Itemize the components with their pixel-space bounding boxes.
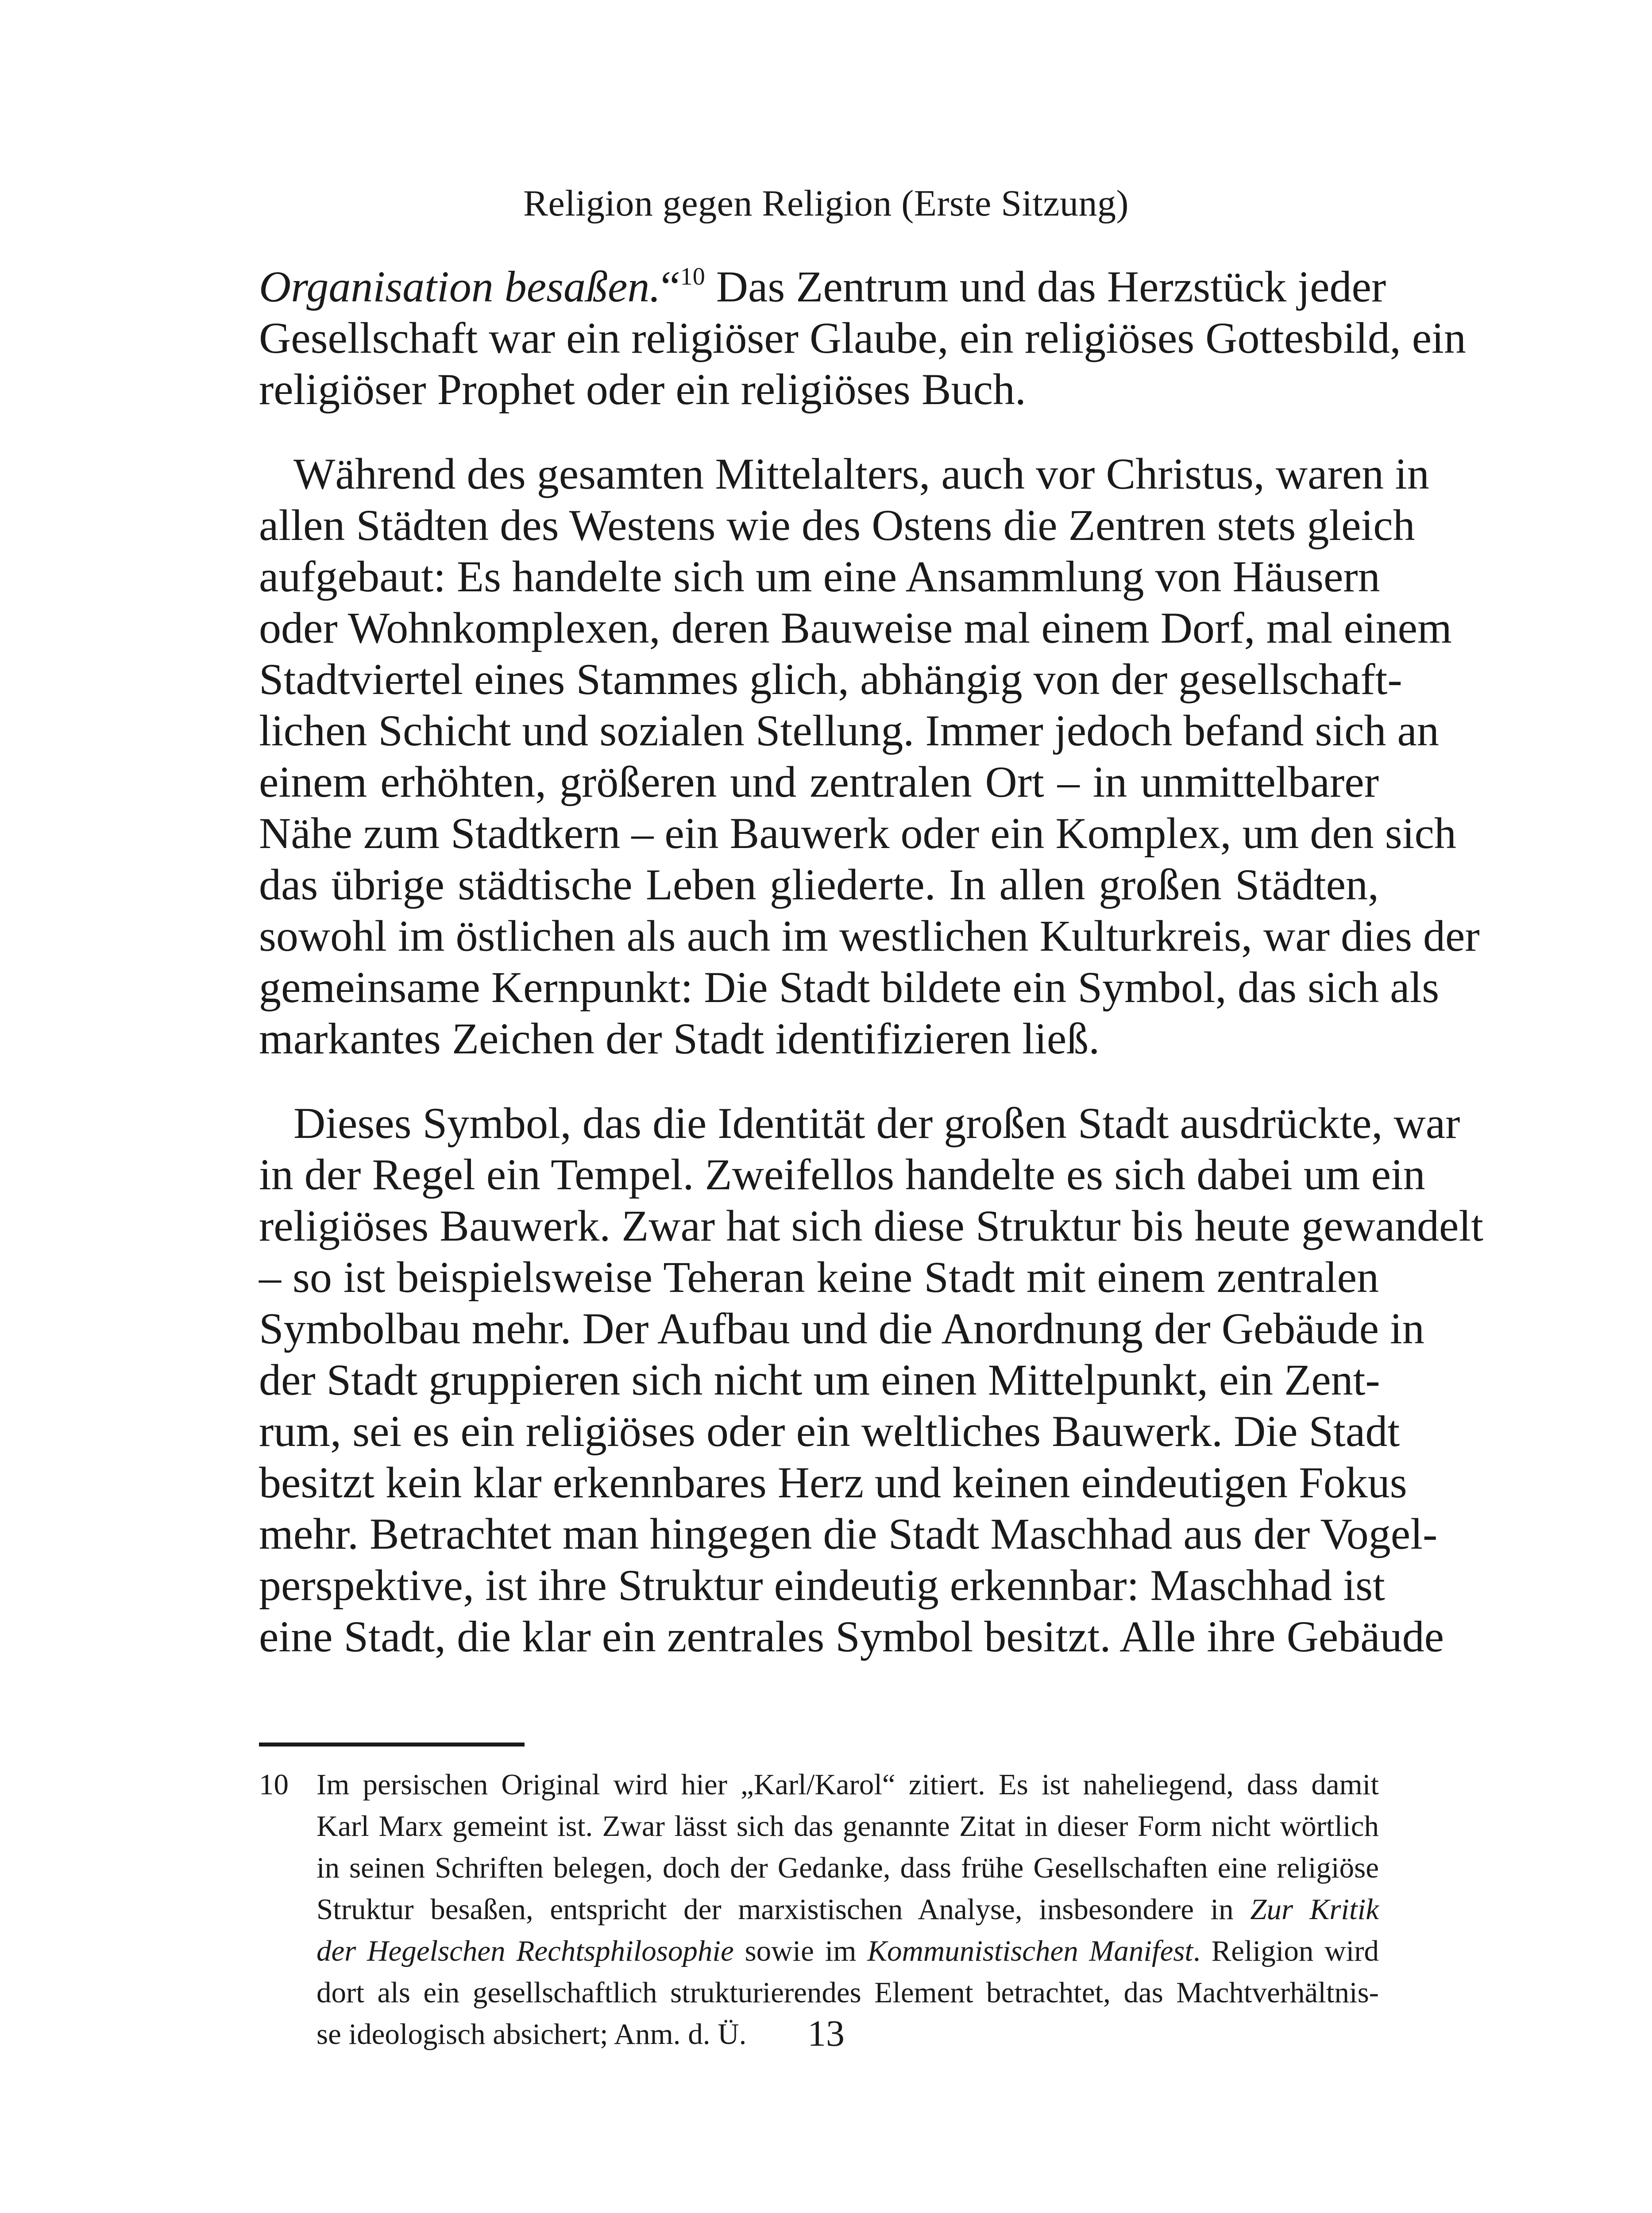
italic-title: Zur Kritik [1250, 1893, 1379, 1926]
footnote-line [317, 1889, 1379, 1930]
footnote-line: Karl Marx gemeint ist. Zwar lässt sich das genannte Zitat in dieser Form nicht wörtlich [317, 1810, 1379, 1843]
running-head: Religion gegen Religion (Erste Sitzung) [523, 183, 1129, 224]
footnote-line: dort als ein gesellschaftlich strukturierendes Element betrachtet, das Machtverhältnis- [317, 1976, 1379, 2009]
italic-title: Kommunistischen Manifest [867, 1935, 1193, 1967]
text-line: das übrige städtische Leben gliederte. In allen großen Städten, [259, 860, 1379, 909]
text-line: aufgebaut: Es handelte sich um eine Ansammlung von Häusern [259, 552, 1380, 601]
footnote-line: se ideologisch absichert; Anm. d. Ü. [317, 2018, 747, 2051]
text-line: eine Stadt, die klar ein zentrales Symbol besitzt. Alle ihre Gebäude [259, 1612, 1444, 1661]
text-line: Dieses Symbol, das die Identität der großen Stadt ausdrückte, war [293, 1099, 1460, 1148]
footnote-number: 10 [259, 1768, 289, 1801]
italic-text: Organisation besaßen. [259, 262, 661, 311]
text-line: rum, sei es ein religiöses oder ein weltliches Bauwerk. Die Stadt [259, 1407, 1400, 1456]
text-line [259, 261, 1386, 312]
text-line: perspektive, ist ihre Struktur eindeutig erkennbar: Maschhad ist [259, 1561, 1385, 1610]
footnote-line [317, 1930, 1379, 1972]
text-line: mehr. Betrachtet man hingegen die Stadt Maschhad aus der Vogel- [259, 1509, 1438, 1558]
italic-title: der Hegelschen Rechtsphilosophie [317, 1935, 734, 1967]
footnote-text: Struktur besaßen, entspricht der marxistischen Analyse, insbesondere in [317, 1893, 1251, 1926]
text-line: – so ist beispielsweise Teheran keine Stadt mit einem zentralen [259, 1253, 1379, 1302]
footnote-text: sowie im [733, 1935, 868, 1967]
text-line: besitzt kein klar erkennbares Herz und keinen eindeutigen Fokus [259, 1458, 1407, 1507]
text-line: einem erhöhten, größeren und zentralen Ort – in unmittelbarer [259, 757, 1379, 806]
text-line: Während des gesamten Mittelalters, auch vor Christus, waren in [293, 449, 1429, 498]
footnote-line: in seinen Schriften belegen, doch der Gedanke, dass frühe Gesellschaften eine religiöse [317, 1851, 1379, 1884]
text-line: Stadtviertel eines Stammes glich, abhängig von der gesellschaft- [259, 655, 1402, 704]
text-line: religiöser Prophet oder ein religiöses Buch. [259, 365, 1026, 414]
page-number: 13 [807, 2013, 845, 2054]
body-text [259, 261, 1483, 1662]
text-line: oder Wohnkomplexen, deren Bauweise mal einem Dorf, mal einem [259, 603, 1452, 652]
footnote-ref[interactable]: 10 [680, 263, 705, 290]
text-line: Nähe zum Stadtkern – ein Bauwerk oder ein Komplex, um den sich [259, 809, 1456, 858]
text-line: allen Städten des Westens wie des Ostens die Zentren stets gleich [259, 501, 1415, 550]
text-line: religiöses Bauwerk. Zwar hat sich diese Struktur bis heute gewandelt [259, 1201, 1483, 1250]
text-line: sowohl im östlichen als auch im westlichen Kulturkreis, war dies der [259, 911, 1480, 960]
footnote-line: Im persischen Original wird hier „Karl/Karol“ zitiert. Es ist naheliegend, dass damit [317, 1768, 1379, 1801]
closing-quote: “ [660, 262, 680, 311]
paragraph-1 [259, 261, 1466, 415]
footnote-rule [259, 1743, 525, 1746]
text-line: Symbolbau mehr. Der Aufbau und die Anordnung der Gebäude in [259, 1304, 1424, 1353]
text-line: der Stadt gruppieren sich nicht um einen Mittelpunkt, ein Zent- [259, 1355, 1380, 1404]
text-line: lichen Schicht und sozialen Stellung. Immer jedoch befand sich an [259, 706, 1439, 755]
text-line: Gesellschaft war ein religiöser Glaube, ein religiöses Gottesbild, ein [259, 313, 1466, 362]
paragraph-2 [259, 448, 1480, 1064]
text-line: gemeinsame Kernpunkt: Die Stadt bildete ein Symbol, das sich als [259, 963, 1440, 1012]
text-line: in der Regel ein Tempel. Zweifellos handelte es sich dabei um ein [259, 1150, 1425, 1199]
footnote-text: . Religion wird [1193, 1935, 1379, 1967]
line-text: Das Zentrum und das Herzstück jeder [705, 262, 1386, 311]
paragraph-3 [259, 1098, 1483, 1662]
text-line: markantes Zeichen der Stadt identifizieren ließ. [259, 1014, 1100, 1063]
